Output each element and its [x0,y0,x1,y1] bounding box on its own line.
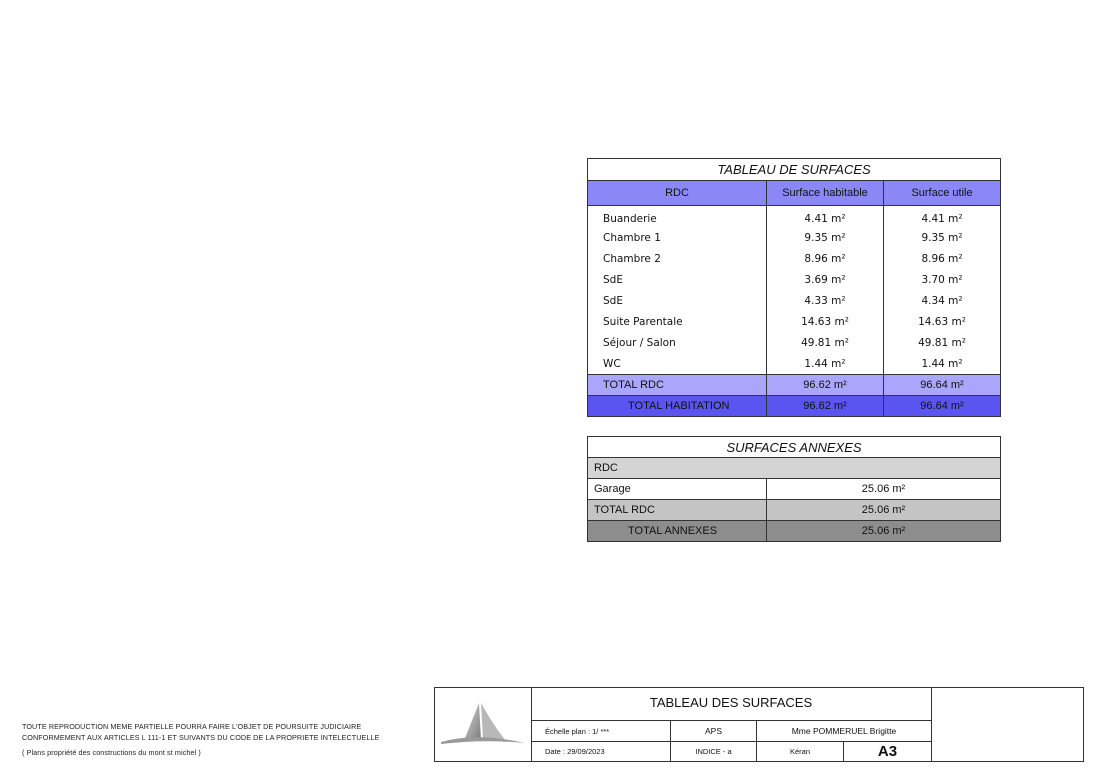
sail-logo-icon [435,688,531,761]
annexes-total-rdc-value: 25.06 m² [767,500,1001,521]
total-habitation-utile: 96.64 m² [884,396,1001,417]
annexes-title-row [588,437,1001,458]
title-block [434,687,1084,762]
phase-cell: APS [671,721,757,742]
legal-line-1: TOUTE REPRODUCTION MEME PARTIELLE POURRA FAIRE L'OBJET DE POURSUITE JUDICIAIRE [22,722,362,731]
room-utile: 14.63 m² [884,311,1001,332]
surfaces-header-row [588,181,1001,206]
room-name: Chambre 1 [588,227,767,248]
total-annexes-value: 25.06 m² [767,521,1001,542]
room-utile: 49.81 m² [884,332,1001,353]
title-block-main [531,688,932,761]
header-level: RDC [588,181,767,206]
table-row [588,227,1001,248]
total-annexes-row [588,521,1001,542]
room-name: WC [588,353,767,375]
room-habitable: 8.96 m² [767,248,884,269]
total-rdc-label: TOTAL RDC [588,375,767,396]
city-cell: Kéran [757,742,844,761]
room-utile: 4.34 m² [884,290,1001,311]
total-habitation-row [588,396,1001,417]
room-name: SdE [588,269,767,290]
company-logo [435,688,532,761]
table-row [588,269,1001,290]
surfaces-title: TABLEAU DE SURFACES [588,159,1001,181]
annex-value: 25.06 m² [767,479,1001,500]
sheet-format: A3 [877,743,898,760]
table-row [588,353,1001,375]
scale-cell: Échelle plan : 1/ *** [531,721,671,742]
room-utile: 1.44 m² [884,353,1001,375]
table-row [588,311,1001,332]
annexes-total-rdc-label: TOTAL RDC [588,500,767,521]
table-row [588,332,1001,353]
client-cell: Mme POMMERUEL Brigitte [757,721,931,742]
room-habitable: 3.69 m² [767,269,884,290]
room-habitable: 4.33 m² [767,290,884,311]
room-habitable: 9.35 m² [767,227,884,248]
total-rdc-utile: 96.64 m² [884,375,1001,396]
room-name: Chambre 2 [588,248,767,269]
legal-line-2: CONFORMEMENT AUX ARTICLES L 111-1 ET SUIVANTS DU CODE DE LA PROPRIETE INTELECTUELLE [22,733,380,742]
total-rdc-row [588,375,1001,396]
annexes-level-row [588,458,1001,479]
header-utile: Surface utile [884,181,1001,206]
date-cell: Date : 29/09/2023 [531,742,671,761]
annexes-level: RDC [588,458,1001,479]
room-name: Suite Parentale [588,311,767,332]
room-habitable: 1.44 m² [767,353,884,375]
document-title: TABLEAU DES SURFACES [531,688,931,721]
room-utile: 4.41 m² [884,206,1001,228]
table-row [588,206,1001,228]
surfaces-table [587,158,1001,417]
total-annexes-label: TOTAL ANNEXES [588,521,767,542]
title-block-blank [932,688,1083,761]
room-name: SdE [588,290,767,311]
total-habitation-label: TOTAL HABITATION [588,396,767,417]
table-row [588,248,1001,269]
table-row [588,479,1001,500]
legal-line-3: ( Plans propriété des constructions du mont st michel ) [22,748,201,757]
room-utile: 3.70 m² [884,269,1001,290]
room-name: Séjour / Salon [588,332,767,353]
room-name: Buanderie [588,206,767,228]
room-utile: 8.96 m² [884,248,1001,269]
room-utile: 9.35 m² [884,227,1001,248]
table-row [588,290,1001,311]
annexes-title: SURFACES ANNEXES [588,437,1001,458]
total-habitation-habitable: 96.62 m² [767,396,884,417]
total-rdc-habitable: 96.62 m² [767,375,884,396]
annex-name: Garage [588,479,767,500]
surfaces-title-row [588,159,1001,181]
room-habitable: 49.81 m² [767,332,884,353]
room-habitable: 4.41 m² [767,206,884,228]
room-habitable: 14.63 m² [767,311,884,332]
header-habitable: Surface habitable [767,181,884,206]
annexes-total-rdc-row [588,500,1001,521]
annexes-table [587,436,1001,542]
index-cell: INDICE - a [671,742,757,761]
